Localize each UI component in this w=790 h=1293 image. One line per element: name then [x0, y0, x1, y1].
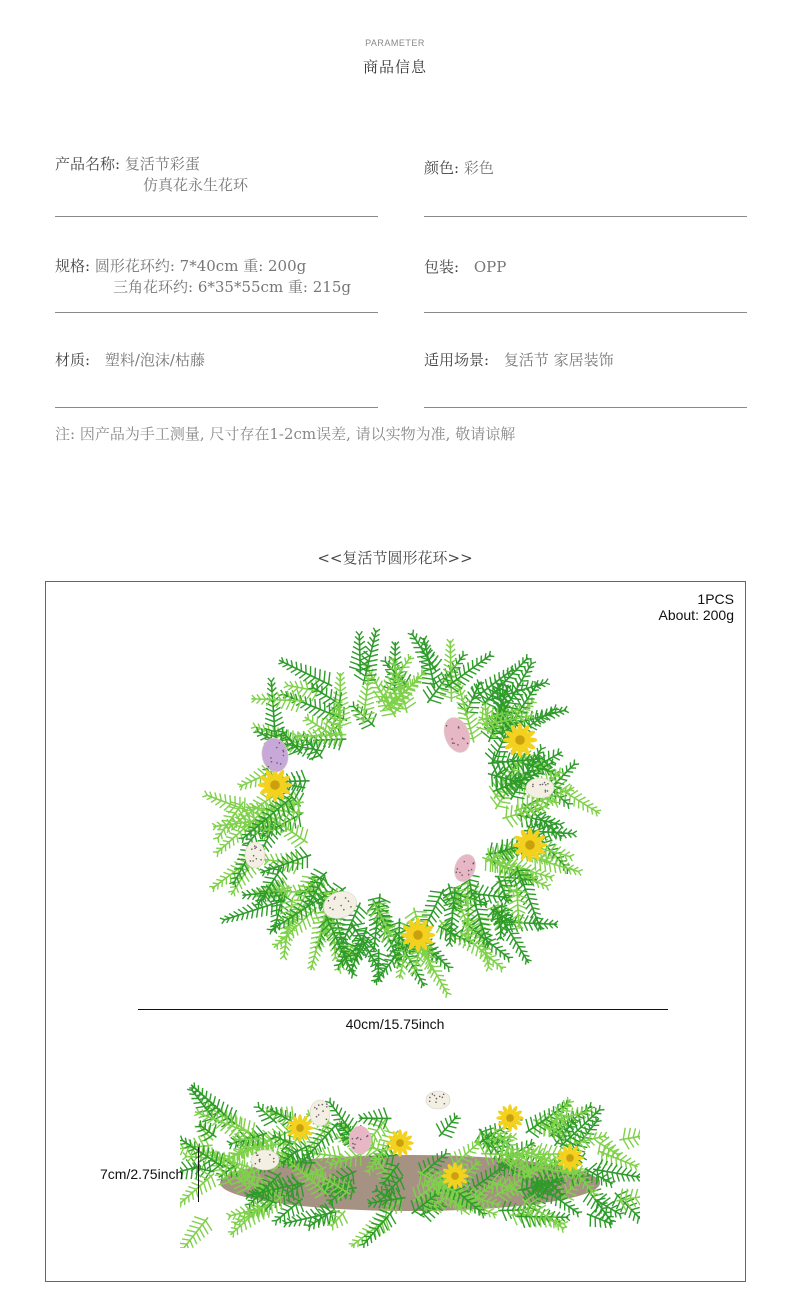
divider: [55, 216, 378, 217]
divider: [55, 312, 378, 313]
pack-field: [424, 257, 506, 278]
product-name-field: [55, 154, 248, 196]
spec-line2: 三角花环约: 6*35*55cm 重: 215g: [113, 278, 351, 296]
diameter-line: [138, 1009, 668, 1010]
wreath-front-image: [160, 600, 640, 1020]
pack-value: OPP: [473, 258, 507, 276]
material-field: [55, 350, 205, 371]
spec-field: [55, 256, 351, 298]
header-title: 商品信息: [362, 58, 427, 76]
scene-value: 复活节 家居装饰: [503, 351, 614, 369]
spec-label: 规格:: [55, 257, 91, 275]
pack-label: 包装:: [424, 258, 460, 276]
divider: [424, 216, 747, 217]
quantity-weight: [658, 591, 734, 623]
color-label: 颜色:: [424, 159, 460, 177]
disclaimer-note: 注: 因产品为手工测量, 尺寸存在1-2cm误差, 请以实物为准, 敬请谅解: [55, 425, 516, 443]
quantity-label: 1PCS: [697, 591, 734, 607]
height-line: [198, 1147, 199, 1202]
divider: [424, 407, 747, 408]
divider: [424, 312, 747, 313]
spec-line1: 圆形花环约: 7*40cm 重: 200g: [94, 257, 307, 275]
diameter-label: 40cm/15.75inch: [345, 1016, 445, 1032]
material-label: 材质:: [55, 351, 91, 369]
product-name-line1: 复活节彩蛋: [124, 155, 200, 173]
color-value: 彩色: [463, 159, 494, 177]
scene-label: 适用场景:: [424, 351, 490, 369]
color-field: [424, 158, 494, 179]
material-value: 塑料/泡沫/枯藤: [104, 351, 205, 369]
scene-field: [424, 350, 614, 371]
height-label: 7cm/2.75inch: [100, 1166, 184, 1182]
product-name-label: 产品名称:: [55, 155, 121, 173]
product-name-line2: 仿真花永生花环: [143, 176, 249, 194]
divider: [55, 407, 378, 408]
wreath-side-image: [180, 1058, 640, 1248]
section-title: <<复活节圆形花环>>: [317, 549, 473, 567]
weight-label: About: 200g: [658, 607, 734, 623]
header-en: PARAMETER: [365, 38, 425, 48]
